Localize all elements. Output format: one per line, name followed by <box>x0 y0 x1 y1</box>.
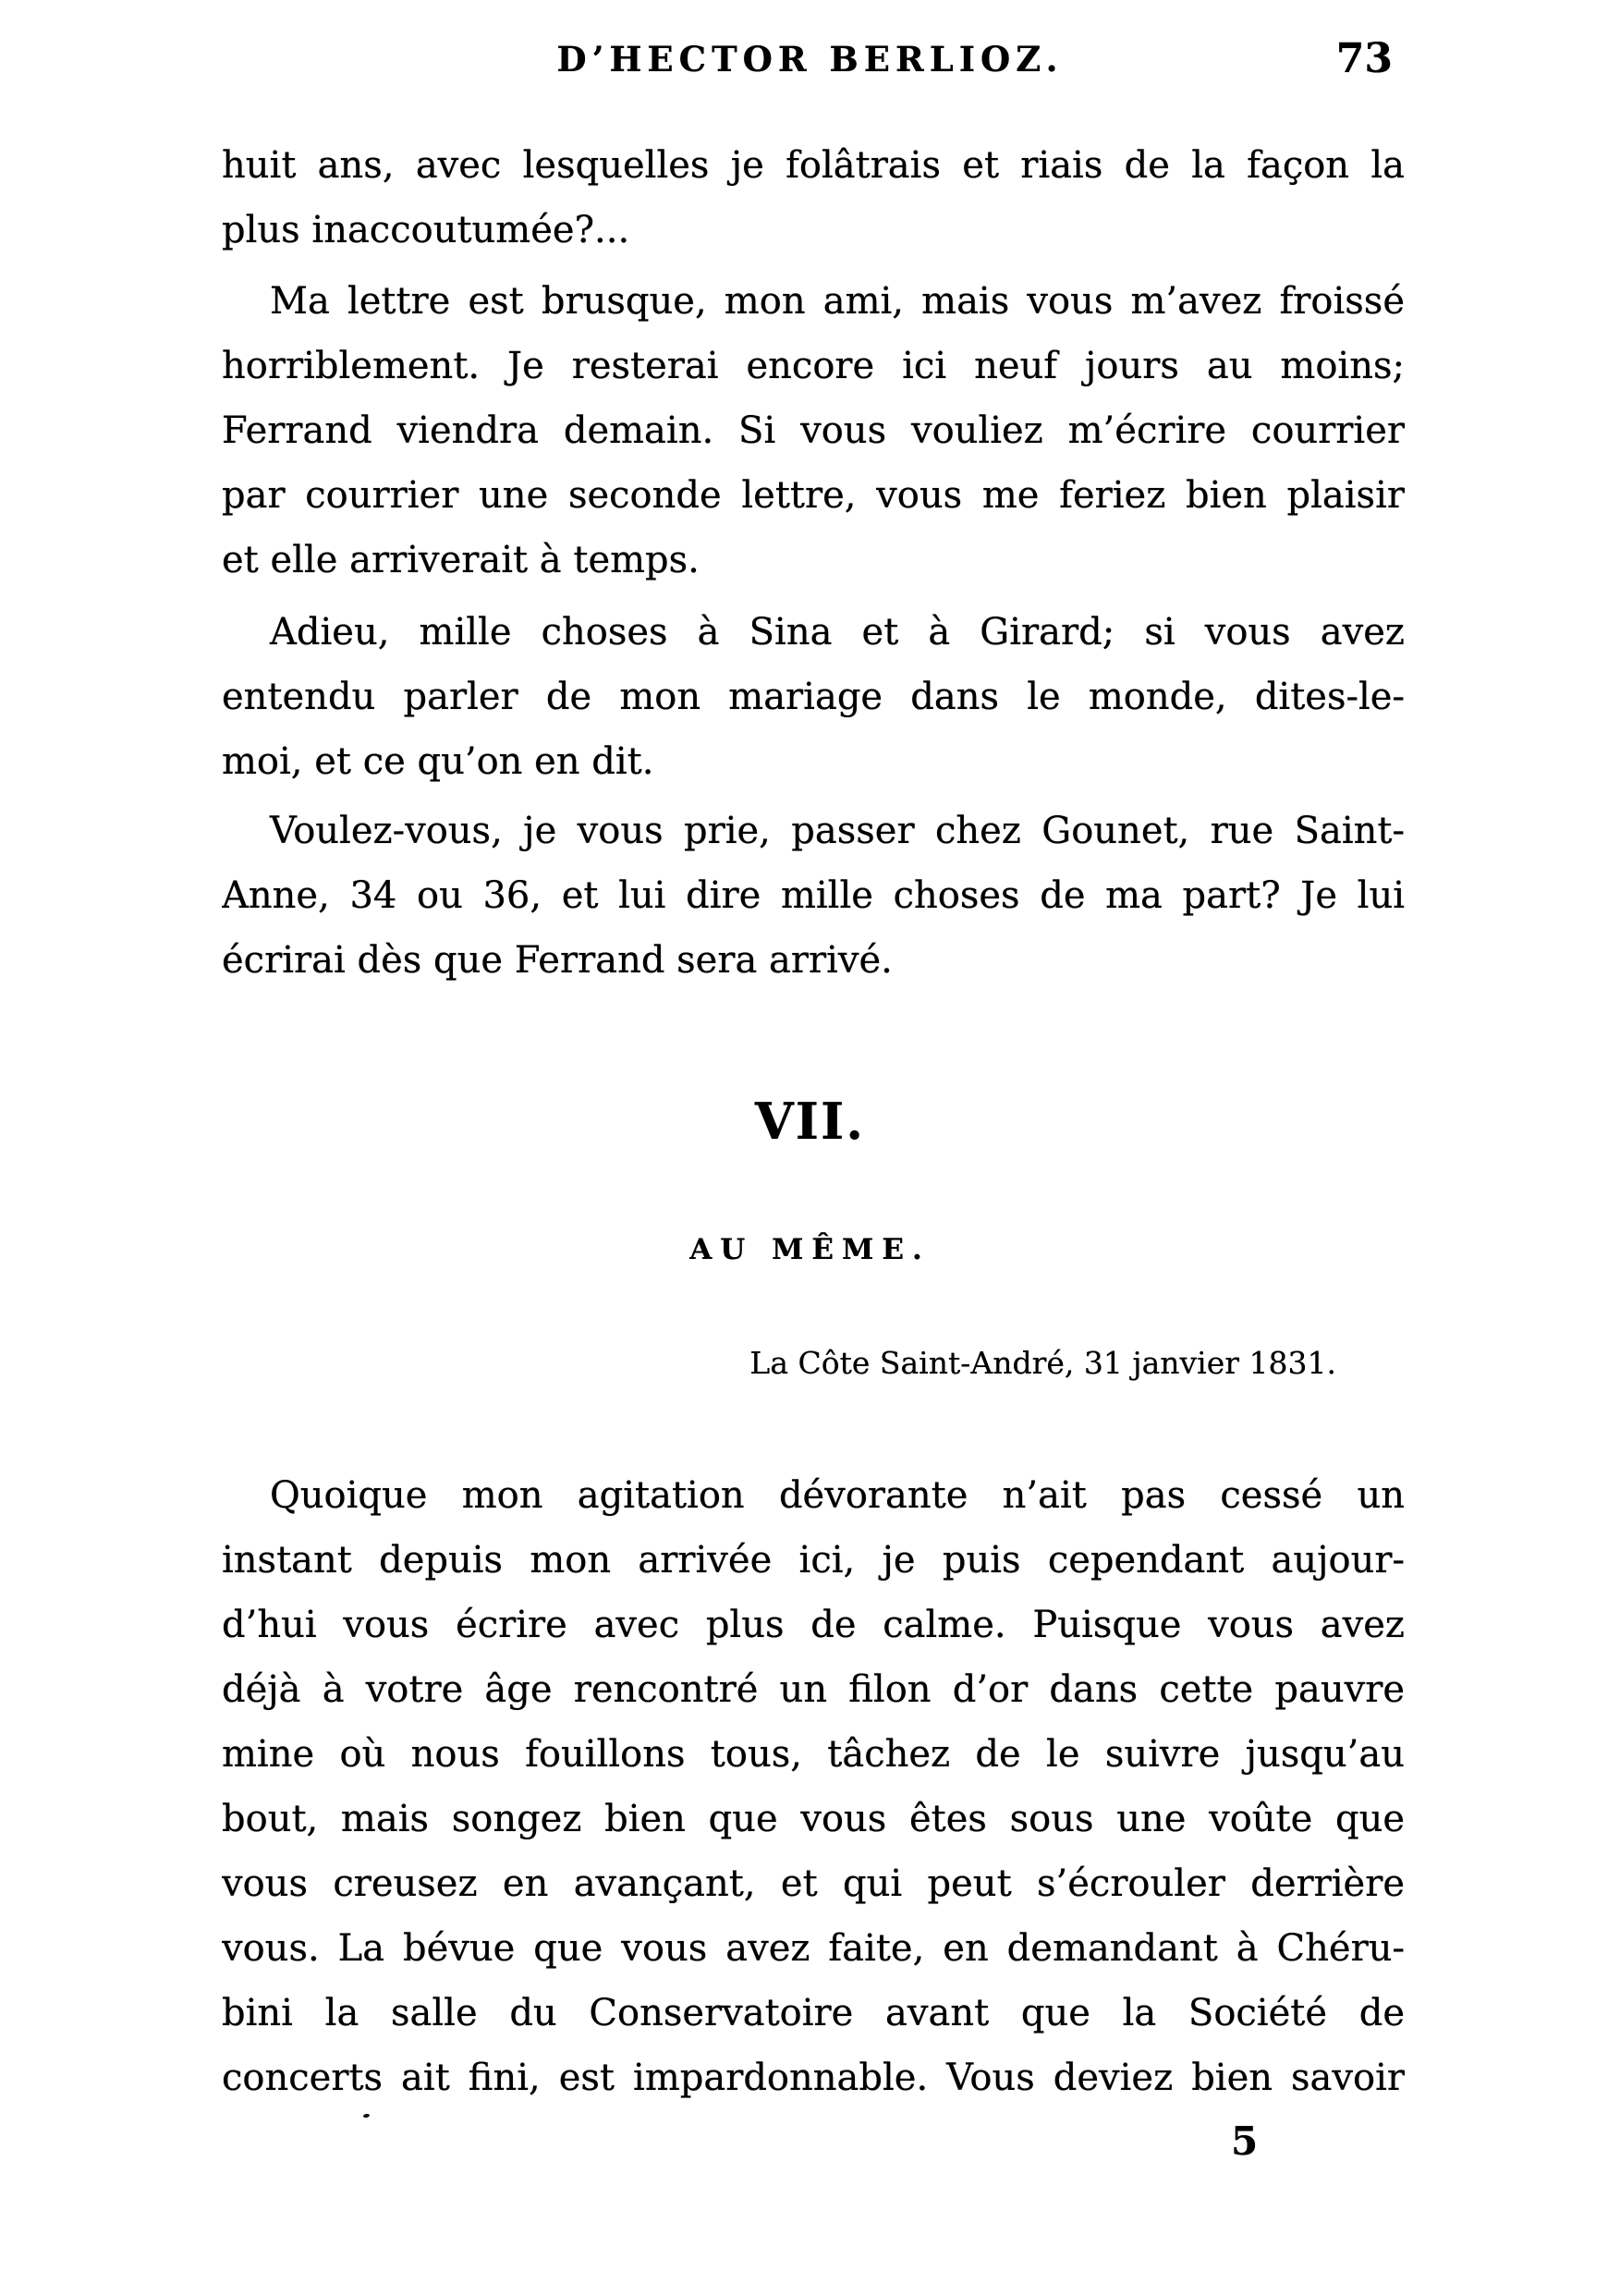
text-line: concerts ait fini, est impardonnable. Vous deviez bien savoir <box>222 2057 1405 2099</box>
text-line: entendu parler de mon mariage dans le monde, dites-le- <box>222 676 1405 718</box>
text-line: plus inaccoutumée?... <box>222 209 630 251</box>
text-line: Quoique mon agitation dévorante n’ait pas cessé un <box>270 1474 1405 1517</box>
text-line: Voulez-vous, je vous prie, passer chez Gounet, rue Saint- <box>270 810 1405 852</box>
paragraph <box>222 600 1405 794</box>
text-line: par courrier une seconde lettre, vous me feriez bien plaisir <box>222 474 1405 517</box>
text-line: d’hui vous écrire avec plus de calme. Puisque vous avez <box>222 1604 1405 1646</box>
page-number: 73 <box>1335 35 1393 82</box>
paragraph <box>222 1463 1405 2110</box>
text-line: instant depuis mon arrivée ici, je puis cependant aujour- <box>222 1539 1405 1582</box>
dedication-line: AU MÊME. <box>689 1233 931 1266</box>
text-line: mine où nous fouillons tous, tâchez de le suivre jusqu’au <box>222 1733 1405 1776</box>
paragraph <box>222 269 1405 592</box>
paragraph-continuation <box>222 133 1405 263</box>
paragraph <box>222 799 1405 993</box>
dateline: La Côte Saint-André, 31 janvier 1831. <box>749 1345 1336 1381</box>
text-line: écrirai dès que Ferrand sera arrivé. <box>222 939 893 982</box>
text-line: bout, mais songez bien que vous êtes sous une voûte que <box>222 1798 1405 1840</box>
text-line: Ma lettre est brusque, mon ami, mais vous m’avez froissé <box>270 280 1405 323</box>
text-line: Ferrand viendra demain. Si vous vouliez m’écrire courrier <box>222 409 1405 452</box>
section-heading: VII. <box>754 1092 866 1151</box>
running-title: D’HECTOR BERLIOZ. <box>556 39 1064 79</box>
text-line: horriblement. Je resterai encore ici neuf jours au moins; <box>222 345 1405 387</box>
ink-speck <box>363 2113 371 2118</box>
text-line: huit ans, avec lesquelles je folâtrais et riais de la façon la <box>222 144 1405 187</box>
text-line: vous creusez en avançant, et qui peut s’écrouler derrière <box>222 1862 1405 1905</box>
text-line: et elle arriverait à temps. <box>222 539 700 581</box>
text-line: vous. La bévue que vous avez faite, en demandant à Chéru- <box>222 1927 1405 1970</box>
printer-signature-mark: 5 <box>1231 2119 1259 2164</box>
text-line: Adieu, mille choses à Sina et à Girard; si vous avez <box>270 611 1405 653</box>
text-line: déjà à votre âge rencontré un filon d’or dans cette pauvre <box>222 1668 1405 1711</box>
text-line: Anne, 34 ou 36, et lui dire mille choses de ma part? Je lui <box>222 874 1405 917</box>
text-line: moi, et ce qu’on en dit. <box>222 740 654 783</box>
text-line: bini la salle du Conservatoire avant que la Société de <box>222 1992 1405 2034</box>
